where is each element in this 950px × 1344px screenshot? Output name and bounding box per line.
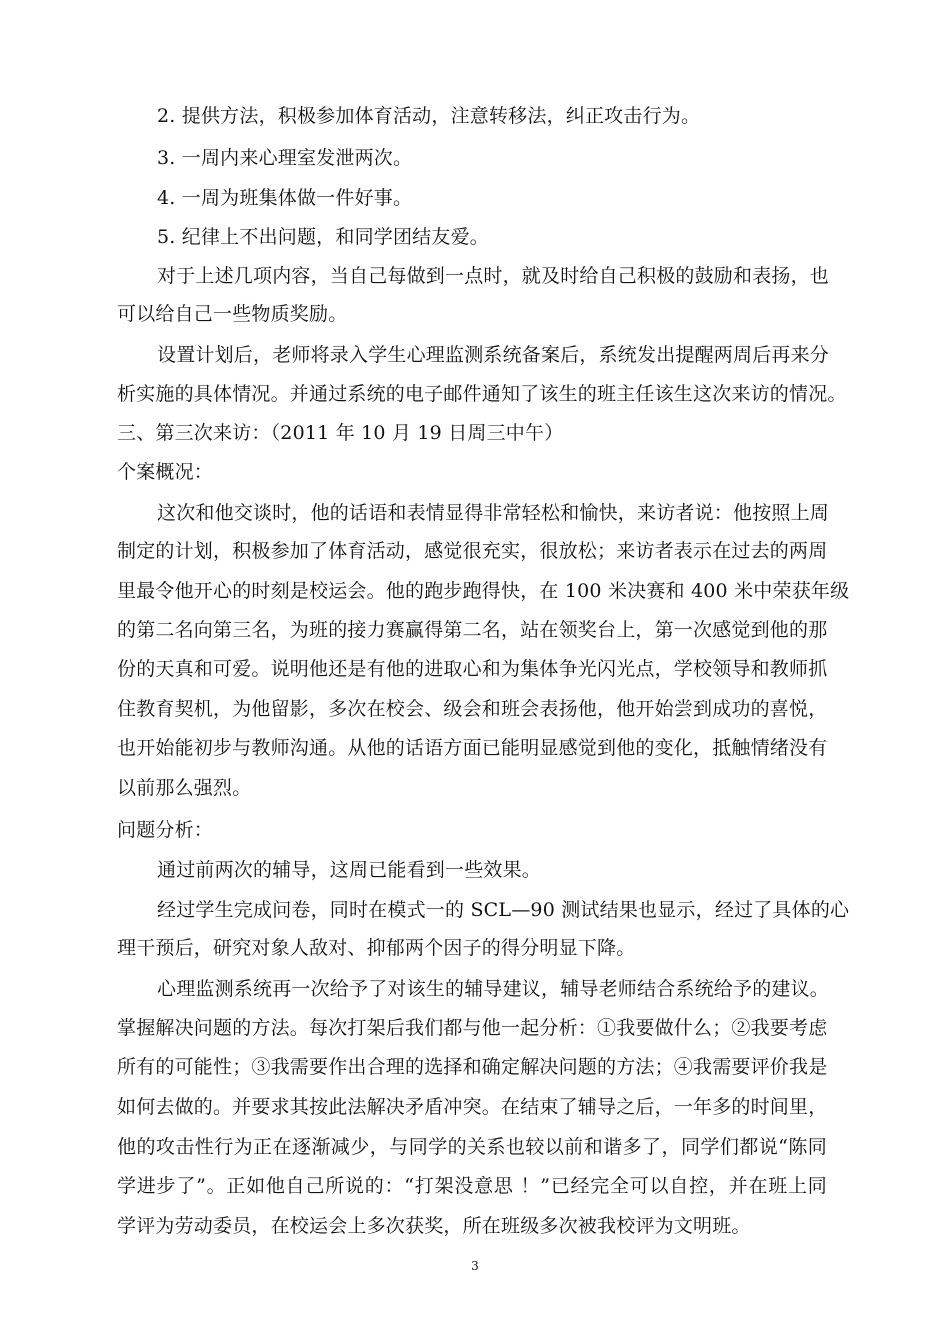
page-number: 3 xyxy=(471,1259,479,1273)
paragraph-line: 通过前两次的辅导，这周已能看到一些效果。 xyxy=(157,859,542,881)
paragraph-line: 对于上述几项内容，当自己每做到一点时，就及时给自己积极的鼓励和表扬，也 xyxy=(157,265,830,287)
paragraph-line: 学评为劳动委员，在校运会上多次获奖，所在班级多次被我校评为文明班。 xyxy=(117,1215,751,1237)
paragraph-line: 这次和他交谈时，他的话语和表情显得非常轻松和愉快，来访者说：他按照上周 xyxy=(157,502,830,524)
list-item-3: 3. 一周内来心理室发泄两次。 xyxy=(157,147,413,169)
paragraph-line: 以前那么强烈。 xyxy=(117,777,252,799)
paragraph-line: 的第二名向第三名，为班的接力赛赢得第二名，站在领奖台上，第一次感觉到他的那 xyxy=(117,619,828,641)
list-item-5: 5. 纪律上不出问题，和同学团结友爱。 xyxy=(157,226,489,248)
paragraph-line: 析实施的具体情况。并通过系统的电子邮件通知了该生的班主任该生这次来访的情况。 xyxy=(117,383,847,405)
paragraph-line: 制定的计划，积极参加了体育活动，感觉很充实，很放松；来访者表示在过去的两周 xyxy=(117,540,828,562)
paragraph-line: 可以给自己一些物质奖励。 xyxy=(117,303,348,325)
list-item-4: 4. 一周为班集体做一件好事。 xyxy=(157,187,413,209)
paragraph-line: 学进步了”。正如他自己所说的：“打架没意思 ！”已经完全可以自控，并在班上同 xyxy=(117,1175,827,1197)
paragraph-line: 设置计划后，老师将录入学生心理监测系统备案后，系统发出提醒两周后再来分 xyxy=(157,344,830,366)
paragraph-line: 也开始能初步与教师沟通。从他的话语方面已能明显感觉到他的变化，抵触情绪没有 xyxy=(117,737,828,759)
paragraph-line: 所有的可能性；③我需要作出合理的选择和确定解决问题的方法；④我需要评价我是 xyxy=(117,1056,828,1078)
paragraph-line: 住教育契机，为他留影，多次在校会、级会和班会表扬他，他开始尝到成功的喜悦， xyxy=(117,698,828,720)
paragraph-line: 理干预后，研究对象人敌对、抑郁两个因子的得分明显下降。 xyxy=(117,937,636,959)
paragraph-line: 经过学生完成问卷，同时在模式一的 SCL—90 测试结果也显示，经过了具体的心 xyxy=(157,899,850,921)
paragraph-line: 他的攻击性行为正在逐渐减少，与同学的关系也较以前和谐多了，同学们都说“陈同 xyxy=(117,1136,827,1158)
paragraph-line: 份的天真和可爱。说明他还是有他的进取心和为集体争光闪光点，学校领导和教师抓 xyxy=(117,658,828,680)
paragraph-line: 心理监测系统再一次给予了对该生的辅导建议，辅导老师结合系统给予的建议。 xyxy=(157,978,830,1000)
paragraph-line: 如何去做的。并要求其按此法解决矛盾冲突。在结束了辅导之后，一年多的时间里， xyxy=(117,1096,828,1118)
list-item-2: 2. 提供方法，积极参加体育活动，注意转移法，纠正攻击行为。 xyxy=(157,105,701,127)
analysis-heading: 问题分析： xyxy=(117,819,214,841)
section-heading: 三、第三次来访：（2011 年 10 月 19 日周三中午） xyxy=(117,422,564,444)
paragraph-line: 掌握解决问题的方法。每次打架后我们都与他一起分析：①我要做什么；②我要考虑 xyxy=(117,1017,828,1039)
case-heading: 个案概况： xyxy=(117,461,214,483)
paragraph-line: 里最令他开心的时刻是校运会。他的跑步跑得快，在 100 米决赛和 400 米中荣获年级 xyxy=(117,580,850,602)
